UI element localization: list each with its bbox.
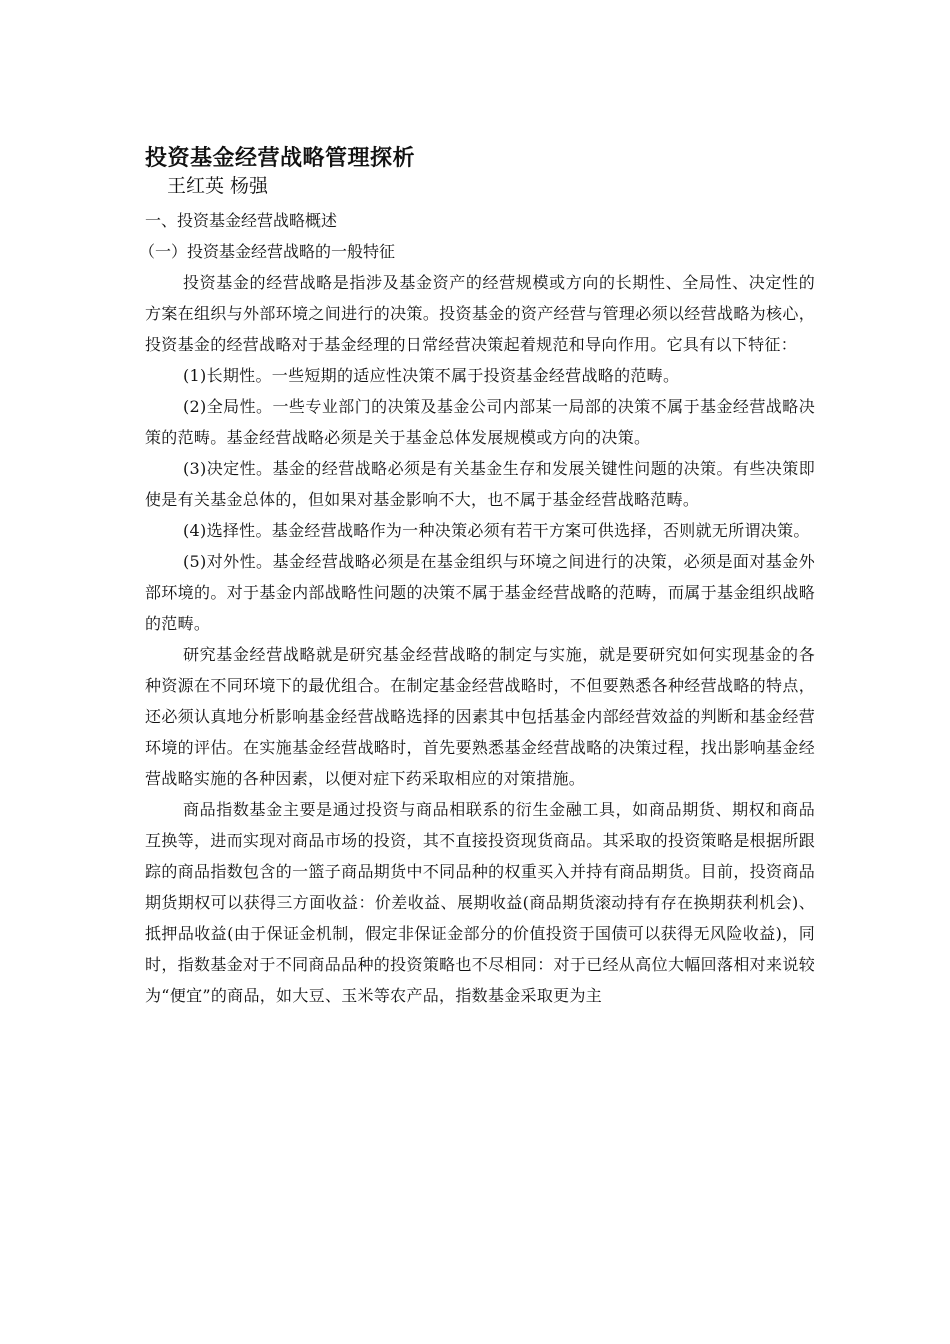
paragraph-feature-1: (1)长期性。一些短期的适应性决策不属于投资基金经营战略的范畴。 xyxy=(183,366,680,385)
paragraph-commodity-index: 商品指数基金主要是通过投资与商品相联系的衍生金融工具，如商品期货、期权和商品互换等，进而实现对商品市场的投资，其不直接投资现货商品。其采取的投资策略是根据所跟踪的商品指数包含的一篮子商品期货中不同品种的权重买入并持有商品期货。目前，投资商品期货期权可以获得三方面收益：价差收益、展期收益(商品期货滚动持有存在换期获利机会)、抵押品收益(由于保证金机制，假定非保证金部分的价值投资于国债可以获得无风险收益)，同时，指数基金对于不同商品品种的投资策略也不尽相同：对于已经从高位大幅回落相对来说较为“便宜”的商品，如大豆、玉米等农产品，指数基金采取更为主 xyxy=(145,800,815,1005)
paragraph-research: 研究基金经营战略就是研究基金经营战略的制定与实施，就是要研究如何实现基金的各种资源在不同环境下的最优组合。在制定基金经营战略时，不但要熟悉各种经营战略的特点，还必须认真地分析影响基金经营战略选择的因素其中包括基金内部经营效益的判断和基金经营环境的评估。在实施基金经营战略时，首先要熟悉基金经营战略的决策过程，找出影响基金经营战略实施的各种因素，以便对症下药采取相应的对策措施。 xyxy=(145,645,815,788)
paragraph-feature-2: (2)全局性。一些专业部门的决策及基金公司内部某一局部的决策不属于基金经营战略决策的范畴。基金经营战略必须是关于基金总体发展规模或方向的决策。 xyxy=(145,397,815,447)
document-title: 投资基金经营战略管理探析 xyxy=(145,146,416,171)
paragraph-feature-4: (4)选择性。基金经营战略作为一种决策必须有若干方案可供选择，否则就无所谓决策。 xyxy=(183,521,810,540)
document-authors: 王红英 杨强 xyxy=(167,175,269,197)
document-body xyxy=(139,145,815,1011)
section-heading: 一、投资基金经营战略概述 xyxy=(145,211,338,230)
paragraph-intro: 投资基金的经营战略是指涉及基金资产的经营规模或方向的长期性、全局性、决定性的方案在组织与外部环境之间进行的决策。投资基金的资产经营与管理必须以经营战略为核心，投资基金的经营战略对于基金经理的日常经营决策起着规范和导向作用。它具有以下特征： xyxy=(145,273,815,354)
subsection-heading: （一）投资基金经营战略的一般特征 xyxy=(139,242,396,261)
paragraph-feature-5: (5)对外性。基金经营战略必须是在基金组织与环境之间进行的决策，必须是面对基金外部环境的。对于基金内部战略性问题的决策不属于基金经营战略的范畴，而属于基金组织战略的范畴。 xyxy=(145,552,815,633)
paragraph-feature-3: (3)决定性。基金的经营战略必须是有关基金生存和发展关键性问题的决策。有些决策即使是有关基金总体的，但如果对基金影响不大，也不属于基金经营战略范畴。 xyxy=(145,459,815,509)
